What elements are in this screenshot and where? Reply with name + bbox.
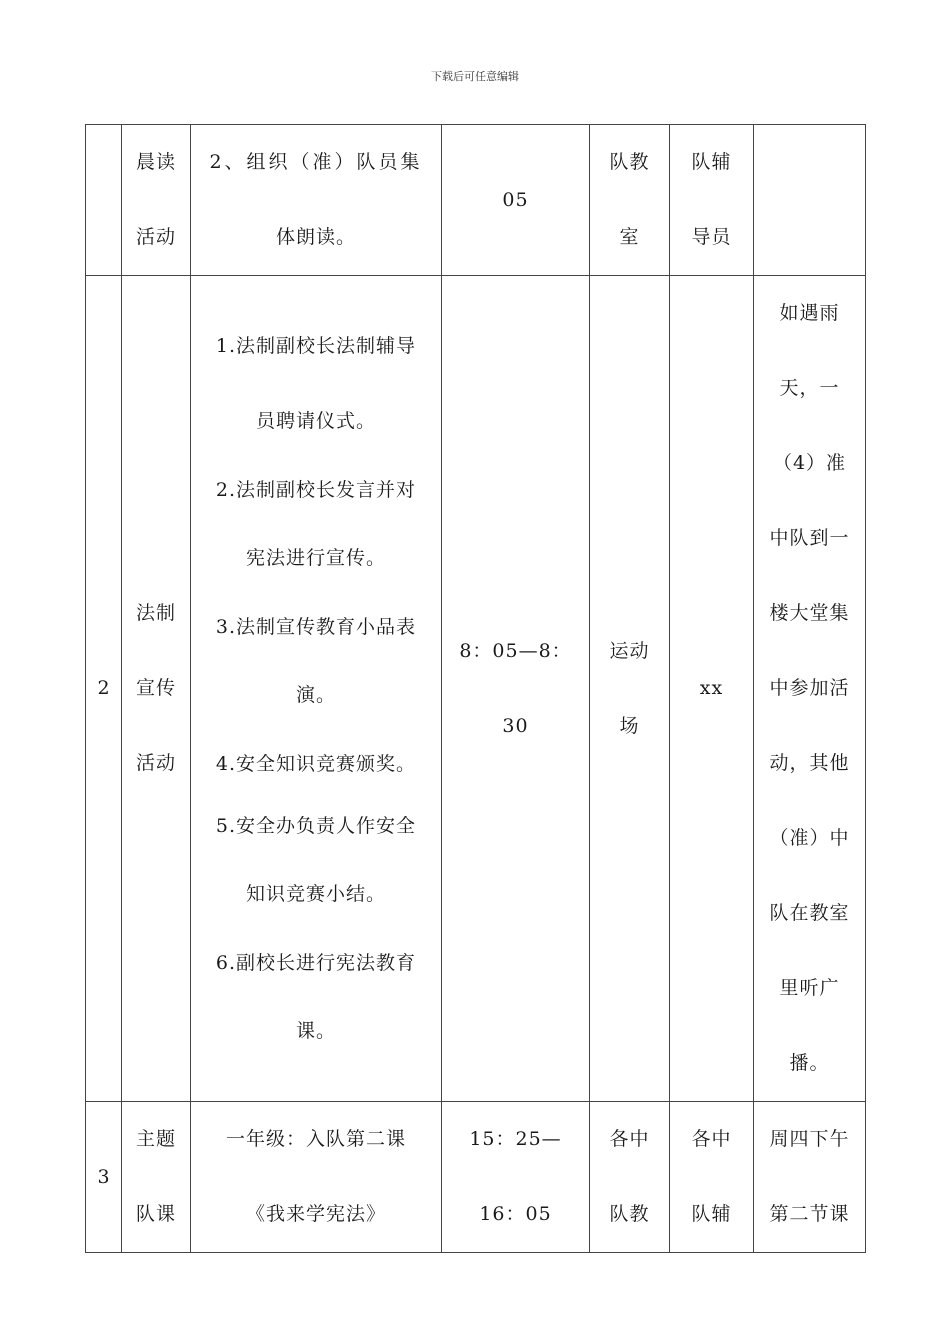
activity-note: 周四下午 第二节课 [754,1102,866,1253]
activity-content: 2、组织（准）队员集 体朗读。 [191,125,442,276]
activity-content: 一年级：入队第二课 《我来学宪法》 [191,1102,442,1253]
activity-time: 15：25— 16：05 [442,1102,590,1253]
activity-name: 晨读 活动 [122,125,191,276]
schedule-table [85,124,866,1253]
row-number [86,125,122,276]
activity-place: 队教 室 [590,125,670,276]
header-note: 下载后可任意编辑 [431,70,519,83]
activity-person: 各中 队辅 [670,1102,754,1253]
activity-content: 1.法制副校长法制辅导 员聘请仪式。 2.法制副校长发言并对 宪法进行宣传。 3.法制宣传教育小品表 演。 4.安全知识竞赛颁奖。 5.安全办负责人作安全 知识竞赛小结。 6.副校长进行宪法教育 课。 [191,276,442,1102]
row-number: 2 [86,276,122,1102]
activity-name: 主题 队课 [122,1102,191,1253]
table-row [86,125,866,276]
row-number: 3 [86,1102,122,1253]
activity-note: 如遇雨 天，一 （4）准 中队到一 楼大堂集 中参加活 动，其他 （准）中 队在教室 里听广 播。 [754,276,866,1102]
activity-note [754,125,866,276]
activity-time: 05 [442,125,590,276]
activity-name: 法制 宣传 活动 [122,276,191,1102]
activity-place: 运动 场 [590,276,670,1102]
table-row [86,1102,866,1253]
table-row [86,276,866,1102]
activity-person: 队辅 导员 [670,125,754,276]
activity-place: 各中 队教 [590,1102,670,1253]
activity-time: 8：05—8： 30 [442,276,590,1102]
activity-person: xx [670,276,754,1102]
